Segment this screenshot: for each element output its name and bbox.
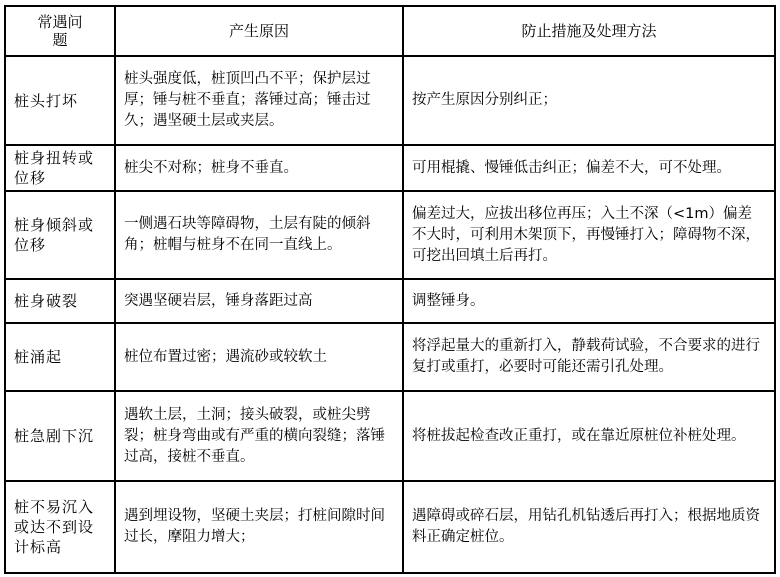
table-row	[5, 56, 775, 145]
header-cause: 产生原因	[115, 6, 403, 56]
table-row	[5, 481, 775, 573]
table-container	[4, 5, 774, 571]
cell-cause: 遇到埋设物，坚硬土夹层；打桩间隙时间过长，摩阻力增大；	[115, 481, 403, 573]
cell-solution: 调整锤身。	[403, 279, 775, 323]
cell-cause: 桩头强度低，桩顶凹凸不平；保护层过厚；锤与桩不垂直；落锤过高；锤击过久；遇坚硬土层或夹层。	[115, 56, 403, 145]
cell-cause: 桩位布置过密；遇流砂或较软土	[115, 323, 403, 391]
cell-problem: 桩身扭转或位移	[5, 145, 115, 191]
table-row	[5, 391, 775, 481]
cell-solution: 将桩拔起检查改正重打，或在靠近原桩位补桩处理。	[403, 391, 775, 481]
cell-solution: 将浮起量大的重新打入，静载荷试验，不合要求的进行复打或重打，必要时可能还需引孔处理。	[403, 323, 775, 391]
header-solution: 防止措施及处理方法	[403, 6, 775, 56]
pile-problems-table	[4, 5, 776, 574]
table-header-row	[5, 6, 775, 56]
cell-problem: 桩身倾斜或位移	[5, 191, 115, 279]
header-problem: 常遇问题	[5, 6, 115, 56]
cell-problem: 桩涌起	[5, 323, 115, 391]
cell-problem: 桩急剧下沉	[5, 391, 115, 481]
cell-solution: 可用棍撬、慢锤低击纠正；偏差不大，可不处理。	[403, 145, 775, 191]
table-row	[5, 323, 775, 391]
table-row	[5, 191, 775, 279]
cell-solution: 遇障碍或碎石层，用钻孔机钻透后再打入；根据地质资料正确定桩位。	[403, 481, 775, 573]
cell-cause: 桩尖不对称；桩身不垂直。	[115, 145, 403, 191]
table-row	[5, 145, 775, 191]
cell-problem: 桩头打坏	[5, 56, 115, 145]
cell-cause: 突遇坚硬岩层，锤身落距过高	[115, 279, 403, 323]
cell-problem: 桩身破裂	[5, 279, 115, 323]
cell-problem: 桩不易沉入或达不到设计标高	[5, 481, 115, 573]
cell-solution: 按产生原因分别纠正；	[403, 56, 775, 145]
cell-cause: 遇软土层，土洞；接头破裂，或桩尖劈裂；桩身弯曲或有严重的横向裂缝；落锤过高，接桩不垂直。	[115, 391, 403, 481]
cell-solution: 偏差过大，应拔出移位再压；入土不深（<1m）偏差不大时，可利用木架顶下，再慢锤打入；障碍物不深，可挖出回填土后再打。	[403, 191, 775, 279]
table-row	[5, 279, 775, 323]
cell-cause: 一侧遇石块等障碍物，土层有陡的倾斜角；桩帽与桩身不在同一直线上。	[115, 191, 403, 279]
